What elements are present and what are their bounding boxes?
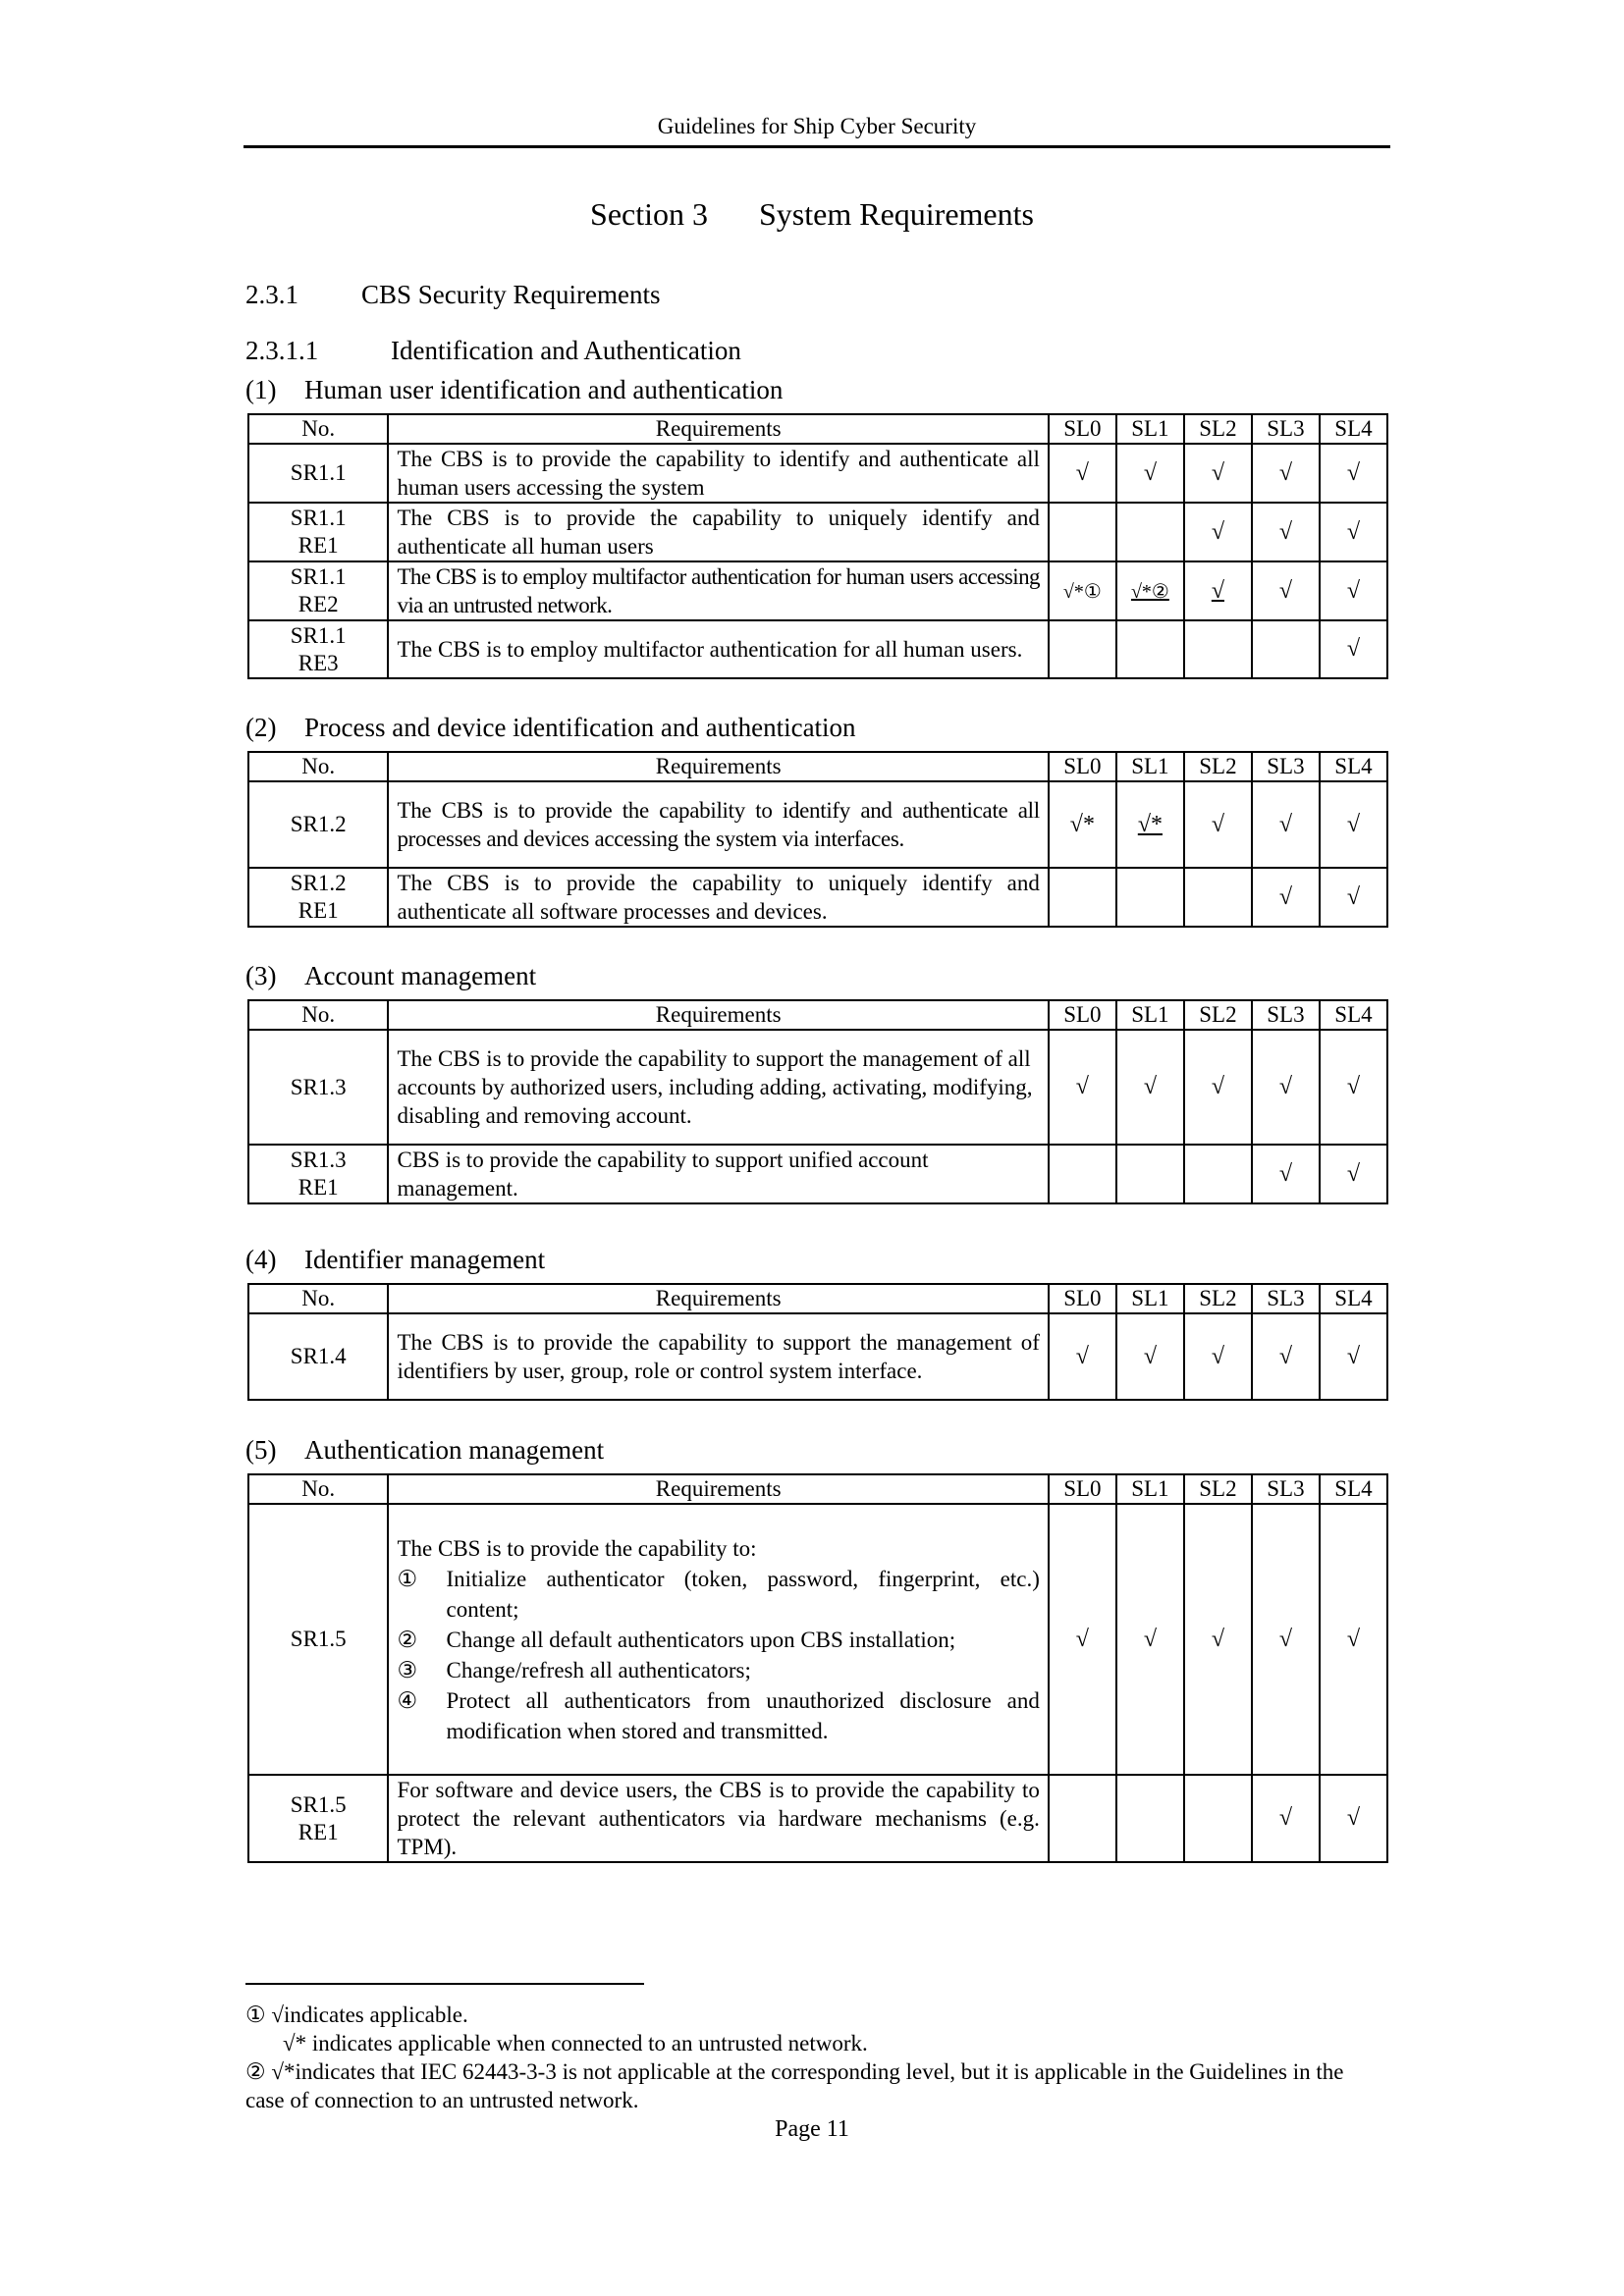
- req-text: The CBS is to provide the capability to identify and authenticate all processes and devices accessing the system via interfaces.: [388, 781, 1048, 868]
- sl3-cell: √: [1252, 1504, 1320, 1775]
- req-text: The CBS is to provide the capability to uniquely identify and authenticate all software processes and devices.: [388, 868, 1048, 927]
- req-number: SR1.1 RE3: [248, 620, 388, 678]
- header-sl3: SL3: [1252, 1000, 1320, 1030]
- sl4-cell: √: [1320, 503, 1387, 561]
- req-text: The CBS is to employ multifactor authentication for human users accessing via an untrusted network.: [388, 561, 1048, 620]
- req-text: The CBS is to provide the capability to identify and authenticate all human users accessing the system: [388, 444, 1048, 503]
- req-number: SR1.1: [248, 444, 388, 503]
- sl3-cell: √: [1252, 561, 1320, 620]
- req-number: SR1.2: [248, 781, 388, 868]
- table-header-row: [248, 752, 1387, 781]
- sl2-cell: [1184, 1775, 1252, 1862]
- sl0-cell: √: [1049, 444, 1116, 503]
- subsection-2-title: (2) Process and device identification and authentication: [245, 713, 856, 742]
- req-number: SR1.3 RE1: [248, 1145, 388, 1203]
- header-sl4: SL4: [1320, 1000, 1387, 1030]
- heading-2-3-1: [245, 280, 660, 310]
- req-number: SR1.5: [248, 1504, 388, 1775]
- header-sl2: SL2: [1184, 1474, 1252, 1504]
- sl0-cell: √*①: [1049, 561, 1116, 620]
- sl4-cell: √: [1320, 620, 1387, 678]
- table-header-row: [248, 1474, 1387, 1504]
- table-process-device-auth: [247, 751, 1388, 928]
- heading-number: 2.3.1.1: [245, 336, 319, 365]
- sl3-cell: √: [1252, 1313, 1320, 1400]
- sl3-cell: √: [1252, 781, 1320, 868]
- header-sl0: SL0: [1049, 414, 1116, 444]
- footnote-separator: [245, 1983, 644, 1985]
- sl0-cell: √: [1049, 1504, 1116, 1775]
- header-no: No.: [248, 1474, 388, 1504]
- table-identifier-management: [247, 1283, 1388, 1401]
- section-number: Section 3: [590, 196, 708, 232]
- header-sl1: SL1: [1116, 1474, 1184, 1504]
- header-no: No.: [248, 1000, 388, 1030]
- sl2-cell: √: [1184, 561, 1252, 620]
- req-number: SR1.1 RE1: [248, 503, 388, 561]
- header-requirements: Requirements: [388, 1000, 1048, 1030]
- req-number: SR1.3: [248, 1030, 388, 1145]
- page-number: Page 11: [775, 2116, 849, 2142]
- sl1-cell: [1116, 1775, 1184, 1862]
- sl0-cell: √: [1049, 1313, 1116, 1400]
- sl1-cell: [1116, 868, 1184, 927]
- list-item: ① Initialize authenticator (token, password, fingerprint, etc.) content;: [397, 1566, 1040, 1622]
- subsection-4-title: (4) Identifier management: [245, 1245, 546, 1274]
- sl1-cell: √: [1116, 1030, 1184, 1145]
- table-row: [248, 868, 1387, 927]
- table-header-row: [248, 1284, 1387, 1313]
- table-row: [248, 561, 1387, 620]
- sl4-cell: √: [1320, 1145, 1387, 1203]
- req-number: SR1.1 RE2: [248, 561, 388, 620]
- req-intro: The CBS is to provide the capability to:: [397, 1535, 757, 1561]
- table-row: [248, 781, 1387, 868]
- sl0-cell: √: [1049, 1030, 1116, 1145]
- sl1-cell: [1116, 503, 1184, 561]
- sl4-cell: √: [1320, 1313, 1387, 1400]
- table-row: [248, 1504, 1387, 1775]
- sl1-cell: [1116, 620, 1184, 678]
- table-human-user-auth: [247, 413, 1388, 679]
- sl1-cell: √*②: [1116, 561, 1184, 620]
- header-sl1: SL1: [1116, 414, 1184, 444]
- list-item: ② Change all default authenticators upon CBS installation;: [397, 1627, 956, 1652]
- header-sl0: SL0: [1049, 1000, 1116, 1030]
- sl4-cell: √: [1320, 868, 1387, 927]
- req-text: [388, 1504, 1048, 1775]
- sl2-cell: √: [1184, 781, 1252, 868]
- table-row: [248, 444, 1387, 503]
- footnotes: [245, 2001, 1384, 2114]
- footnote-1b: √* indicates applicable when connected to an untrusted network.: [283, 2031, 868, 2056]
- table-row: [248, 1030, 1387, 1145]
- req-number: SR1.2 RE1: [248, 868, 388, 927]
- section-name: System Requirements: [759, 196, 1034, 232]
- sl3-cell: √: [1252, 503, 1320, 561]
- sl1-cell: √: [1116, 444, 1184, 503]
- list-item: ④ Protect all authenticators from unauthorized disclosure and modification when stored and transmitted.: [397, 1687, 1040, 1743]
- header-no: No.: [248, 1284, 388, 1313]
- sl3-cell: √: [1252, 444, 1320, 503]
- sl0-cell: [1049, 620, 1116, 678]
- table-header-row: [248, 1000, 1387, 1030]
- sl0-cell: [1049, 1775, 1116, 1862]
- header-sl1: SL1: [1116, 1284, 1184, 1313]
- subsection-5-title: (5) Authentication management: [245, 1435, 605, 1465]
- sl2-cell: √: [1184, 444, 1252, 503]
- sl3-cell: √: [1252, 1145, 1320, 1203]
- sl2-cell: √: [1184, 1313, 1252, 1400]
- header-requirements: Requirements: [388, 1474, 1048, 1504]
- sl2-cell: [1184, 1145, 1252, 1203]
- heading-number: 2.3.1: [245, 280, 298, 309]
- header-sl0: SL0: [1049, 752, 1116, 781]
- table-row: [248, 1775, 1387, 1862]
- sl3-cell: √: [1252, 1775, 1320, 1862]
- req-text: For software and device users, the CBS is to provide the capability to protect the relevant authenticators via hardware mechanisms (e.g. TPM).: [388, 1775, 1048, 1862]
- sl2-cell: √: [1184, 1504, 1252, 1775]
- header-no: No.: [248, 752, 388, 781]
- sl0-cell: √*: [1049, 781, 1116, 868]
- sl0-cell: [1049, 868, 1116, 927]
- sl4-cell: √: [1320, 781, 1387, 868]
- header-sl4: SL4: [1320, 1474, 1387, 1504]
- header-no: No.: [248, 414, 388, 444]
- header-sl2: SL2: [1184, 752, 1252, 781]
- header-sl4: SL4: [1320, 752, 1387, 781]
- header-sl3: SL3: [1252, 1284, 1320, 1313]
- sl1-cell: √: [1116, 1313, 1184, 1400]
- heading-title: Identification and Authentication: [391, 336, 741, 365]
- footnote-2: ② √*indicates that IEC 62443-3-3 is not applicable at the corresponding level, but it is applicable in the Guidelines in the case of connection to an untrusted network.: [245, 2059, 1344, 2112]
- header-requirements: Requirements: [388, 752, 1048, 781]
- header-sl4: SL4: [1320, 414, 1387, 444]
- header-requirements: Requirements: [388, 1284, 1048, 1313]
- table-row: [248, 620, 1387, 678]
- sl0-cell: [1049, 1145, 1116, 1203]
- sl2-cell: √: [1184, 503, 1252, 561]
- header-sl1: SL1: [1116, 752, 1184, 781]
- subsection-1-title: (1) Human user identification and authentication: [245, 375, 784, 404]
- header-sl0: SL0: [1049, 1474, 1116, 1504]
- sl3-cell: √: [1252, 868, 1320, 927]
- sl3-cell: [1252, 620, 1320, 678]
- sl0-cell: [1049, 503, 1116, 561]
- heading-2-3-1-1: [245, 336, 741, 366]
- running-header: Guidelines for Ship Cyber Security: [244, 114, 1390, 148]
- sl4-cell: √: [1320, 1504, 1387, 1775]
- req-text: The CBS is to employ multifactor authentication for all human users.: [388, 620, 1048, 678]
- header-sl2: SL2: [1184, 1284, 1252, 1313]
- footnote-1: ① √indicates applicable.: [245, 2002, 468, 2027]
- sl2-cell: [1184, 620, 1252, 678]
- header-requirements: Requirements: [388, 414, 1048, 444]
- table-header-row: [248, 414, 1387, 444]
- sl4-cell: √: [1320, 444, 1387, 503]
- sl3-cell: √: [1252, 1030, 1320, 1145]
- header-sl3: SL3: [1252, 1474, 1320, 1504]
- req-number: SR1.5 RE1: [248, 1775, 388, 1862]
- section-title: [0, 196, 1624, 233]
- sl1-cell: √*: [1116, 781, 1184, 868]
- subsection-3-title: (3) Account management: [245, 961, 537, 990]
- table-authentication-management: [247, 1473, 1388, 1863]
- table-row: [248, 503, 1387, 561]
- req-text: The CBS is to provide the capability to support the management of all accounts by authorized users, including adding, activating, modifying, disabling and removing account.: [388, 1030, 1048, 1145]
- sl4-cell: √: [1320, 561, 1387, 620]
- req-text: The CBS is to provide the capability to support the management of identifiers by user, group, role or control system interface.: [388, 1313, 1048, 1400]
- sl4-cell: √: [1320, 1775, 1387, 1862]
- header-sl0: SL0: [1049, 1284, 1116, 1313]
- list-item: ③ Change/refresh all authenticators;: [397, 1657, 751, 1682]
- sl2-cell: [1184, 868, 1252, 927]
- header-sl3: SL3: [1252, 414, 1320, 444]
- header-sl3: SL3: [1252, 752, 1320, 781]
- sl2-cell: √: [1184, 1030, 1252, 1145]
- header-sl2: SL2: [1184, 1000, 1252, 1030]
- table-account-management: [247, 999, 1388, 1204]
- sl1-cell: [1116, 1145, 1184, 1203]
- heading-title: CBS Security Requirements: [361, 280, 661, 309]
- req-number: SR1.4: [248, 1313, 388, 1400]
- req-text: The CBS is to provide the capability to uniquely identify and authenticate all human users: [388, 503, 1048, 561]
- header-sl2: SL2: [1184, 414, 1252, 444]
- header-sl4: SL4: [1320, 1284, 1387, 1313]
- table-row: [248, 1145, 1387, 1203]
- sl4-cell: √: [1320, 1030, 1387, 1145]
- sl1-cell: √: [1116, 1504, 1184, 1775]
- req-text: CBS is to provide the capability to support unified account management.: [388, 1145, 1048, 1203]
- table-row: [248, 1313, 1387, 1400]
- header-sl1: SL1: [1116, 1000, 1184, 1030]
